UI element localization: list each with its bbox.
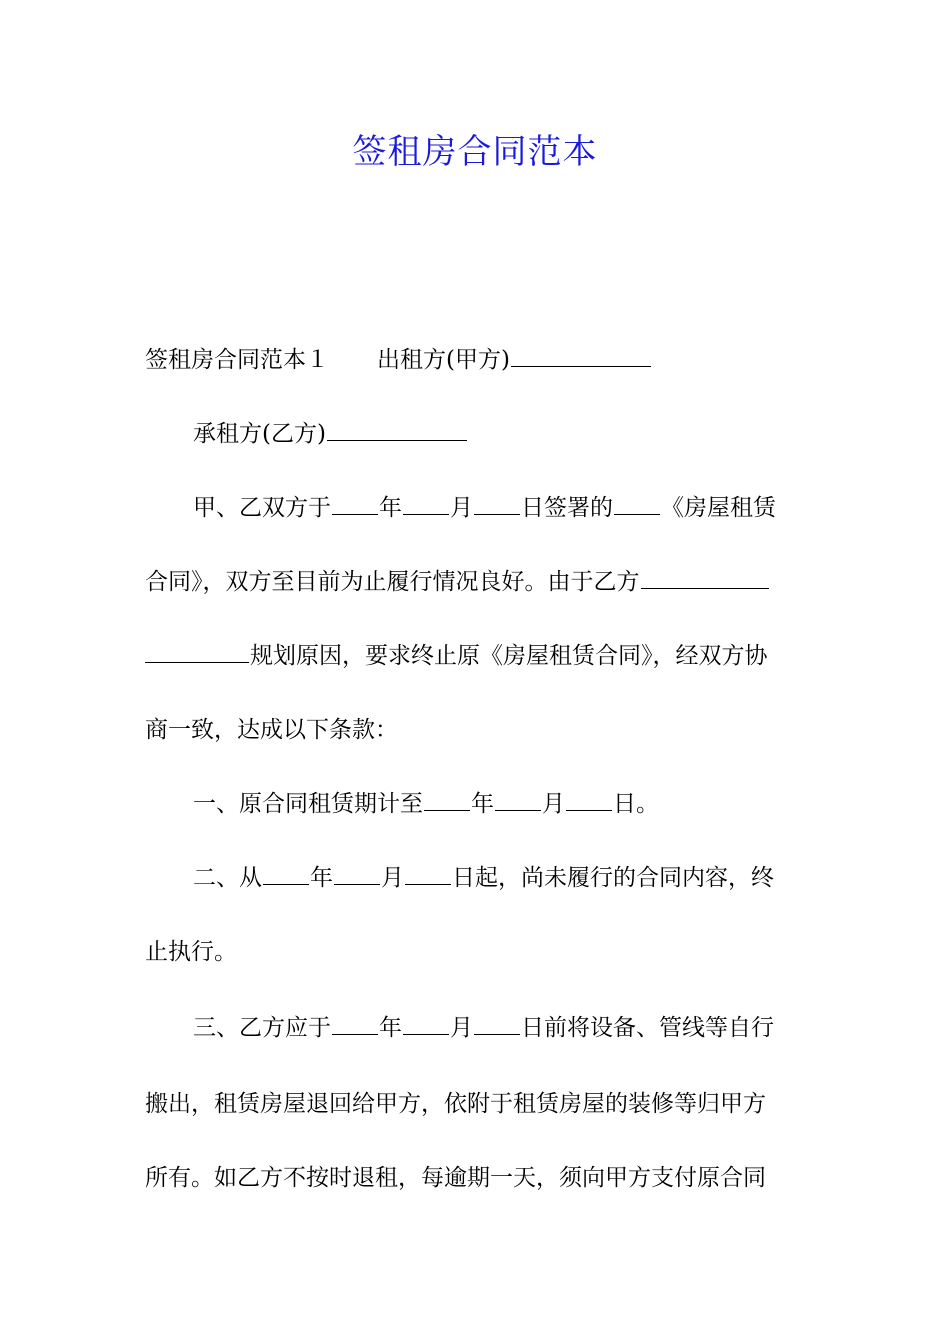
reason-blank-continued [145,640,249,663]
year-blank [332,1012,378,1035]
clause-three-line: 三、乙方应于 年 月 日前将设备、管线等自行 [193,1012,810,1044]
contract-subtitle: 签租房合同范本１ [145,347,329,373]
clause-one-line: 一、原合同租赁期计至 年 月 日。 [193,788,810,820]
month-blank [403,1012,449,1035]
year-blank [263,862,309,885]
paragraph-line: 搬出，租赁房屋退回给甲方，依附于租赁房屋的装修等归甲方 [145,1091,766,1117]
lessee-label: 承租方(乙方) [193,421,326,447]
paragraph-line: 合同》，双方至目前为止履行情况良好。由于乙方 [145,566,810,598]
document-title: 签租房合同范本 [352,132,598,172]
paragraph-line: 商一致，达成以下条款： [145,717,398,743]
lessor-label: 出租方(甲方) [377,347,510,373]
day-blank [405,862,451,885]
day-blank [474,492,520,515]
paragraph-line: 所有。如乙方不按时退租，每逾期一天，须向甲方支付原合同 [145,1165,766,1191]
day-blank [474,1012,520,1035]
lessee-line [193,418,810,450]
reason-blank [641,566,769,589]
month-blank [403,492,449,515]
contract-heading-line [145,344,810,376]
paragraph-line: 规划原因，要求终止原《房屋租赁合同》，经双方协 [145,640,810,672]
year-blank [424,788,470,811]
paragraph-line: 甲、乙双方于 年 月 日签署的 《房屋租赁 [193,492,810,524]
year-blank [332,492,378,515]
contract-name-blank [614,492,660,515]
lessee-blank [327,418,467,441]
lessor-blank [511,344,651,367]
clause-two-line: 二、从 年 月 日起，尚未履行的合同内容，终 [193,862,810,894]
paragraph-line: 止执行。 [145,939,237,965]
month-blank [495,788,541,811]
month-blank [334,862,380,885]
day-blank [566,788,612,811]
